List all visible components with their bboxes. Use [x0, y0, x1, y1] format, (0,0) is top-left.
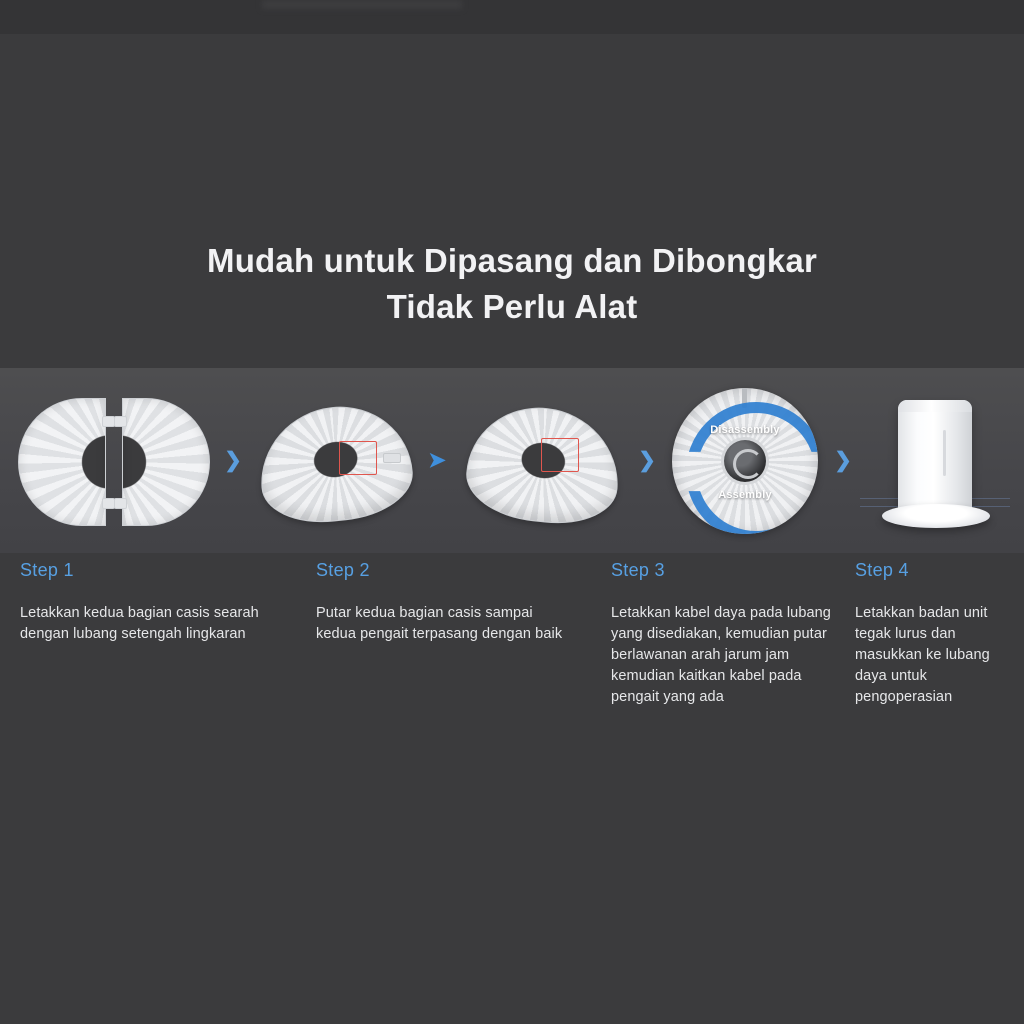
page-title [0, 238, 1024, 330]
step-2-body: Putar kedua bagian casis sampai kedua pengait terpasang dengan baik [316, 605, 563, 642]
highlight-box-icon [339, 441, 377, 475]
unit-cap-icon [898, 400, 972, 412]
unit-base-icon [882, 504, 990, 528]
illustration-step-5 [860, 368, 1010, 553]
chassis-nub-icon [114, 498, 127, 509]
headline-line-2: Tidak Perlu Alat [386, 288, 638, 325]
illustration-step-2 [250, 368, 420, 553]
step-3-title: Step 3 [611, 560, 665, 580]
top-strip [0, 0, 1024, 34]
illustration-row [0, 368, 1024, 553]
chevron-right-icon-3: ❯ [638, 449, 656, 472]
step-column-4 [855, 560, 1020, 708]
illustration-step-1 [10, 368, 216, 553]
chevron-right-icon-1: ❯ [224, 449, 242, 472]
step-2-title: Step 2 [316, 560, 370, 580]
step-1-title: Step 1 [20, 560, 74, 580]
illustration-step-4 [664, 368, 826, 553]
unit-slot-icon [943, 430, 946, 476]
arrow-right-icon-2: ➤ [428, 449, 446, 472]
chassis-disc-icon [256, 399, 415, 529]
top-strip-blotch [262, 0, 462, 9]
chassis-joined-graphic-a [255, 401, 415, 521]
headline-line-1: Mudah untuk Dipasang dan Dibongkar [207, 242, 817, 279]
step-column-1 [20, 560, 290, 645]
step-4-body: Letakkan badan unit tegak lurus dan masukkan ke lubang daya untuk pengoperasian [855, 605, 990, 705]
chassis-joined-graphic-b [459, 398, 625, 524]
dial-label-disassembly: Disassembly [710, 423, 780, 436]
assembly-dial-graphic [672, 388, 818, 534]
chassis-halves-graphic [18, 398, 208, 524]
step-column-3 [611, 560, 841, 708]
step-column-2 [316, 560, 566, 645]
latch-tab-icon [383, 453, 401, 463]
dial-label-assembly: Assembly [718, 488, 772, 501]
chevron-right-icon-4: ❯ [834, 449, 852, 472]
step-1-body: Letakkan kedua bagian casis searah dengan lubang setengah lingkaran [20, 605, 259, 642]
step-4-title: Step 4 [855, 560, 909, 580]
illustration-step-3 [454, 368, 630, 553]
highlight-box-icon [541, 438, 579, 472]
chassis-half-right-icon [122, 398, 210, 526]
assembled-unit-graphic [860, 386, 1010, 536]
step-3-body: Letakkan kabel daya pada lubang yang disediakan, kemudian putar berlawanan arah jarum jam kemudian kaitkan kabel pada pengait yang ada [611, 605, 831, 705]
chassis-half-left-icon [18, 398, 106, 526]
step-text-row [0, 560, 1024, 820]
dial-hub-icon [724, 440, 766, 482]
unit-body-icon [898, 400, 972, 512]
chassis-nub-icon [114, 416, 127, 427]
